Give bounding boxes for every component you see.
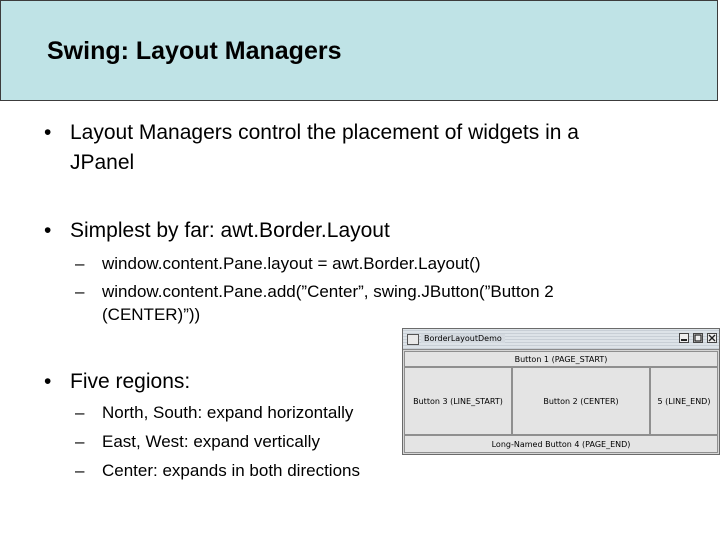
sub-symbol: – bbox=[75, 432, 85, 451]
bullet-symbol: • bbox=[44, 370, 52, 393]
sub-text: North, South: expand horizontally bbox=[102, 403, 354, 422]
sub-text: Center: expands in both directions bbox=[102, 461, 360, 480]
sub-item-center bbox=[75, 459, 410, 482]
bullet-text: Five regions: bbox=[70, 370, 191, 393]
bullet-text-line-2: JPanel bbox=[70, 151, 135, 174]
bullet-layout-managers bbox=[44, 118, 704, 178]
bullet-text: Simplest by far: awt.Border.Layout bbox=[70, 219, 390, 242]
border-layout-demo-window bbox=[402, 328, 720, 455]
sub-text-line-1: window.content.Pane.add(”Center”, swing.JButton(”Button 2 bbox=[102, 282, 554, 301]
slide-title: Swing: Layout Managers bbox=[47, 37, 342, 65]
center-button[interactable]: Button 2 (CENTER) bbox=[512, 367, 650, 435]
sub-text-line-2: (CENTER)”)) bbox=[102, 305, 201, 324]
sub-item-north-south bbox=[75, 401, 400, 424]
title-bar bbox=[0, 0, 718, 101]
page-start-button[interactable]: Button 1 (PAGE_START) bbox=[404, 351, 718, 367]
bullet-five-regions bbox=[44, 367, 384, 397]
bullet-simplest bbox=[44, 216, 704, 246]
demo-window-title: BorderLayoutDemo bbox=[421, 334, 505, 343]
minimize-icon[interactable] bbox=[679, 333, 689, 343]
sub-item-layout-assign bbox=[75, 252, 675, 275]
sub-symbol: – bbox=[75, 282, 85, 301]
sub-item-add-center bbox=[75, 280, 675, 326]
sub-symbol: – bbox=[75, 254, 85, 273]
sub-item-east-west bbox=[75, 430, 400, 453]
demo-window-titlebar[interactable] bbox=[403, 329, 719, 350]
sub-symbol: – bbox=[75, 461, 85, 480]
demo-content-pane bbox=[403, 350, 719, 454]
sub-text: East, West: expand vertically bbox=[102, 432, 320, 451]
sub-symbol: – bbox=[75, 403, 85, 422]
maximize-icon[interactable] bbox=[693, 333, 703, 343]
sub-text: window.content.Pane.layout = awt.Border.Layout() bbox=[102, 254, 481, 273]
close-icon[interactable] bbox=[707, 333, 717, 343]
bullet-symbol: • bbox=[44, 219, 52, 242]
window-icon bbox=[407, 334, 419, 345]
bullet-text-line-1: Layout Managers control the placement of widgets in a bbox=[70, 121, 579, 144]
bullet-symbol: • bbox=[44, 121, 52, 144]
line-end-button[interactable]: 5 (LINE_END) bbox=[650, 367, 718, 435]
line-start-button[interactable]: Button 3 (LINE_START) bbox=[404, 367, 512, 435]
page-end-button[interactable]: Long-Named Button 4 (PAGE_END) bbox=[404, 435, 718, 453]
